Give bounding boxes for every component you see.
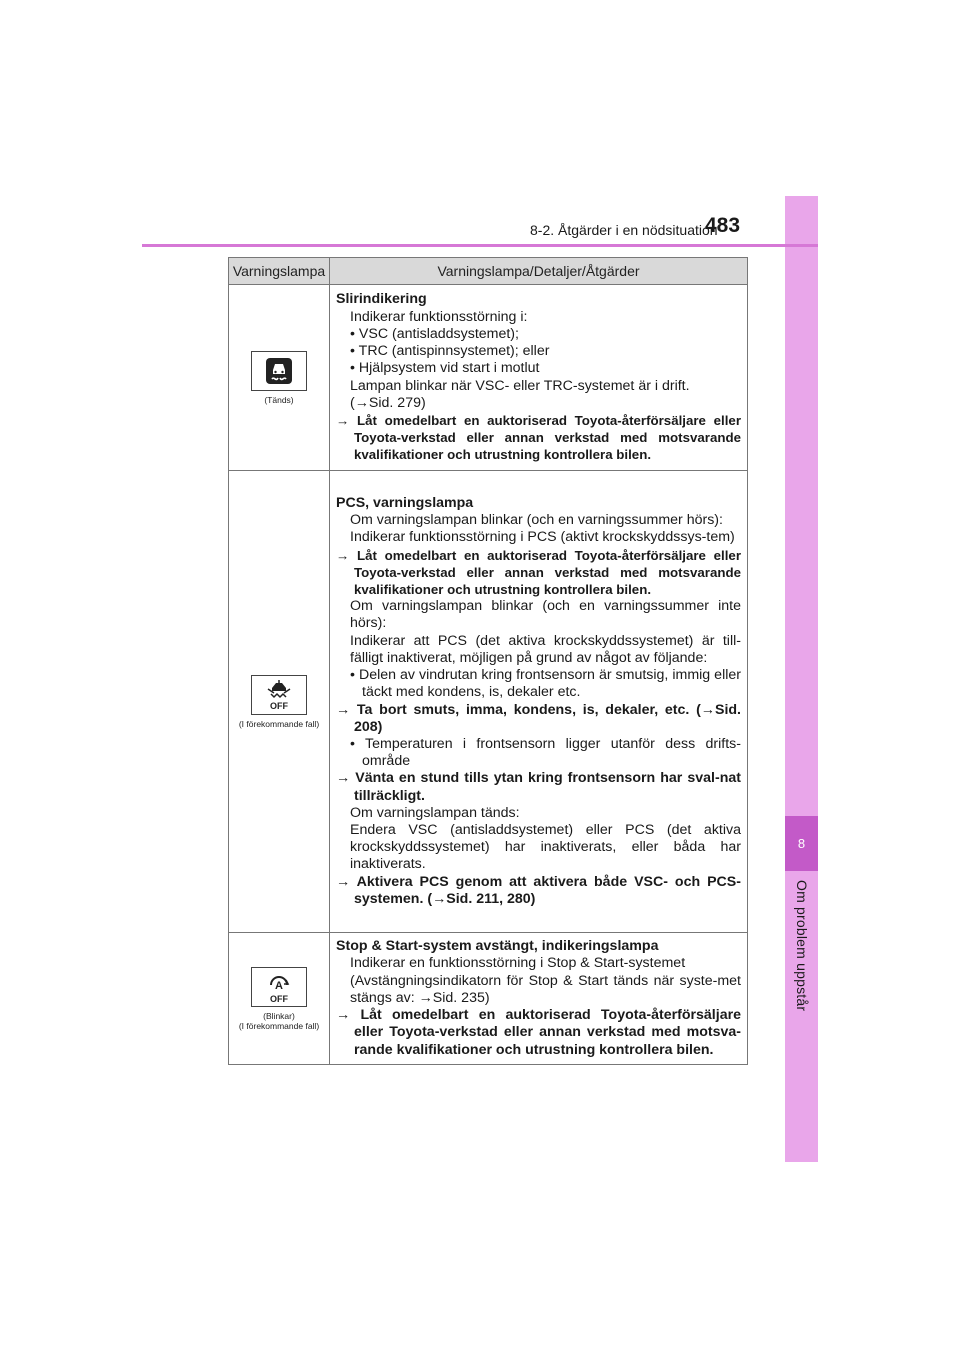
detail-bullet: • VSC (antisladdsystemet); [350,325,519,342]
row-title: PCS, varningslampa [336,495,474,512]
stop-start-off-icon [251,967,307,1007]
detail-bullet: • Delen av vindrutan kring frontsensorn är smutsig, immig eller täckt med kondens, is, dekaler etc. [350,667,741,701]
detail-line: (Avstängningsindikatorn för Stop & Start tänds när syste-met stängs av: →Sid. 235) [350,972,741,1006]
chapter-label [794,880,810,908]
action-text: → Låt omedelbart en auktoriserad Toyota-återförsäljare eller Toyota-verkstad eller annan verkstad med motsva-rande kvalifikationer och utrustning kontrollera bilen. [336,1007,741,1058]
chapter-side-tab [785,196,818,1162]
details-cell [330,285,748,471]
detail-line: Indikerar funktionsstörning i: [350,308,528,325]
header-lamp: Varningslampa [229,258,330,285]
row-title: Stop & Start-system avstängt, indikeringslampa [336,938,659,955]
lamp-cell [229,285,330,471]
lamp-caption: (Tänds) [264,394,294,405]
chapter-number: 8 [785,816,818,871]
detail-line: Lampan blinkar när VSC- eller TRC-systemet är i drift. [350,377,690,394]
table-row [229,933,748,1065]
table-header-row [229,258,748,285]
svg-text:A: A [275,979,283,992]
action-text: → Låt omedelbart en auktoriserad Toyota-återförsäljare eller Toyota-verkstad eller annan verkstad med motsvarande kvalifikationer och utrustning kontrollera bilen. [336,547,741,598]
svg-text:OFF: OFF [270,700,288,711]
detail-bullet: • Hjälpsystem vid start i motlut [350,360,540,377]
detail-line: Indikerar att PCS (det aktiva krockskyddssystemet) är till-fälligt inaktiverat, möjligen på grund av något av följande: [350,632,741,666]
detail-line: Indikerar funktionsstörning i PCS (aktivt krockskyddssys-tem) [350,529,735,546]
action-text: → Låt omedelbart en auktoriserad Toyota-återförsäljare eller Toyota-verkstad eller annan verkstad med motsvarande kvalifikationer och utrustning kontrollera bilen. [336,412,741,463]
detail-line: Om varningslampan blinkar (och en varningssummer inte hörs): [350,598,741,632]
pcs-off-icon [251,675,307,715]
page-number: 483 [705,214,741,237]
svg-text:OFF: OFF [270,993,288,1004]
header-details: Varningslampa/Detaljer/Åtgärder [330,258,748,285]
lamp-caption: (I förekommande fall) [238,718,320,729]
detail-line: Indikerar en funktionsstörning i Stop & Start-systemet [350,955,686,972]
lamp-caption: (Blinkar) [263,1010,295,1021]
detail-line: Om varningslampan blinkar (och en varningssummer hörs): [350,512,723,529]
action-text: → Vänta en stund tills ytan kring frontsensorn har sval-nat tillräckligt. [336,770,741,804]
action-text: → Ta bort smuts, imma, kondens, is, dekaler, etc. (→Sid. 208) [336,701,741,735]
detail-line: Endera VSC (antisladdsystemet) eller PCS (det aktiva krockskyddssystemet) har inaktiverats, eller båda har inaktiverats. [350,821,741,873]
warning-lamp-table [228,257,748,1065]
table-row [229,285,748,471]
lamp-cell [229,471,330,933]
detail-line: (→Sid. 279) [350,394,426,411]
details-cell [330,933,748,1065]
lamp-caption: (I förekommande fall) [238,1020,320,1031]
slip-indicator-icon [251,351,307,391]
detail-bullet: • Temperaturen i frontsensorn ligger utanför dess drifts-område [350,735,741,770]
detail-bullet: • TRC (antispinnsystemet); eller [350,343,550,360]
detail-line: Om varningslampan tänds: [350,804,520,821]
row-title: Slirindikering [336,291,427,308]
section-title: 8-2. Åtgärder i en nödsituation [530,222,718,238]
details-cell [330,471,748,933]
header-rule [142,244,818,247]
table-row [229,471,748,933]
action-text: → Aktivera PCS genom att aktivera både VSC- och PCS-systemen. (→Sid. 211, 280) [336,873,741,907]
lamp-cell [229,933,330,1065]
